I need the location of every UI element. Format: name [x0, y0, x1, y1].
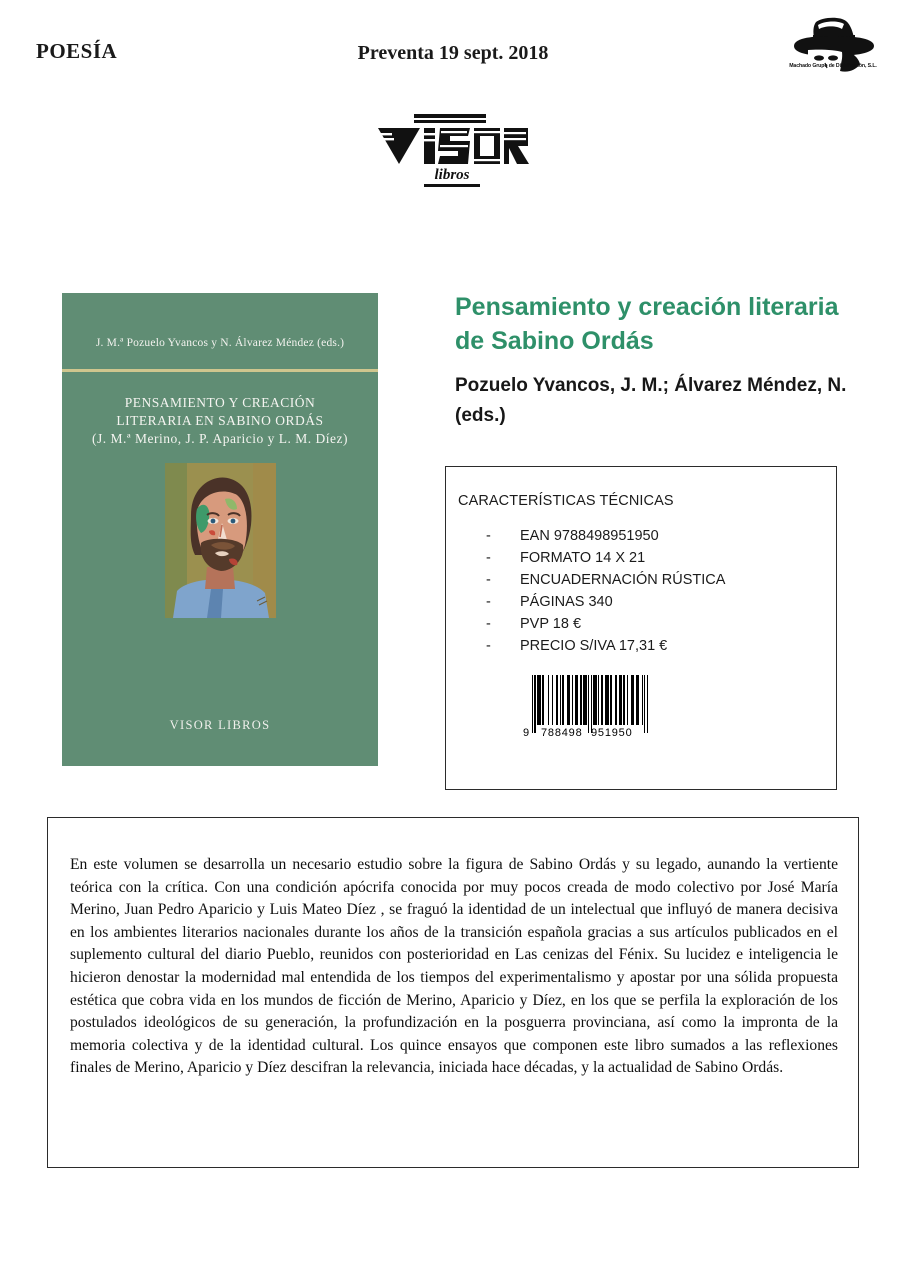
cover-title-line-1: PENSAMIENTO Y CREACIÓN: [124, 395, 316, 410]
cover-editors-line: J. M.ª Pozuelo Yvancos y N. Álvarez Méndez (eds.): [95, 337, 345, 349]
list-item: [486, 569, 725, 591]
list-item: [486, 613, 725, 635]
book-cover-image: [62, 293, 378, 766]
bullet-dash: -: [486, 594, 491, 610]
ean-barcode: [523, 675, 648, 753]
cover-imprint-label: VISOR LIBROS: [169, 718, 271, 732]
spec-value: PRECIO S/IVA 17,31 €: [520, 638, 668, 654]
specs-list: [486, 525, 725, 657]
cover-portrait-artwork: [165, 463, 276, 618]
visor-libros-logo: [372, 112, 532, 190]
spec-value: PÁGINAS 340: [520, 594, 613, 610]
description-panel: [47, 817, 859, 1168]
description-text: En este volumen se desarrolla un necesario estudio sobre la figura de Sabino Ordás y su legado, aunando la vertiente teórica con la crítica. Con una condición apócrifa conocida por muy pocos creada de modo colectivo por José María Merino, Juan Pedro Aparicio y Luis Mateo Díez , se fraguó la identidad de un intelectual que influyó de manera decisiva en los ambientes literarios nacionales durante los años de la transición española gracias a sus artículos publicados en el suplemento cultural del diario Pueblo, reunidos con posterioridad en Las cenizas del Fénix. Su lucidez e inteligencia le hicieron denostar la modernidad mal entendida de los tiempos del experimentalismo y apostar por una sólida propuesta estética que cobra vida en los mundos de ficción de Merino, Aparicio y Díez, en los que se perfila la exploración de los postulados ideológicos de su generación, la profundización en la posguerra provinciana, así como la impronta de la memoria colectiva y de la identidad cultural. Los quince ensayos que componen este libro sumados a las reflexiones finales de Merino, Aparicio y Díez descifran la relevancia, iniciada hace décadas, y la actualidad de Sabino Ordás.: [70, 856, 838, 1077]
spec-value: PVP 18 €: [520, 616, 582, 632]
svg-text:libros: libros: [434, 167, 470, 183]
barcode-digit-group-1: 9: [523, 727, 530, 739]
cover-title-line-3: (J. M.ª Merino, J. P. Aparicio y L. M. Díez): [92, 431, 348, 446]
page-genre-label: POESÍA: [36, 39, 118, 63]
spec-value: EAN 9788498951950: [520, 528, 659, 544]
spec-value: FORMATO 14 X 21: [520, 550, 646, 566]
fedora-hat-face-icon: [778, 16, 888, 92]
bullet-dash: -: [486, 638, 491, 654]
bullet-dash: -: [486, 572, 491, 588]
bullet-dash: -: [486, 528, 491, 544]
technical-specs-panel: [445, 466, 837, 790]
list-item: [486, 591, 725, 613]
list-item: [486, 547, 725, 569]
barcode-digit-group-2: 788498: [541, 727, 583, 739]
list-item: [486, 525, 725, 547]
release-date-label: Preventa 19 sept. 2018: [357, 42, 549, 64]
bullet-dash: -: [486, 550, 491, 566]
cover-title-line-2: LITERARIA EN SABINO ORDÁS: [116, 413, 324, 428]
distributor-name: Machado Grupo de Distribución, S.L.: [789, 63, 877, 69]
book-author: Pozuelo Yvancos, J. M.; Álvarez Méndez, N. (eds.): [455, 375, 847, 426]
spec-value: ENCUADERNACIÓN RÚSTICA: [520, 572, 726, 588]
list-item: [486, 635, 725, 657]
bullet-dash: -: [486, 616, 491, 632]
book-title: Pensamiento y creación literaria de Sabino Ordás: [455, 293, 839, 355]
cover-divider-rule: [62, 369, 378, 372]
cover-title-block: [62, 394, 378, 448]
barcode-digit-group-3: 951950: [591, 727, 633, 739]
specs-heading: CARACTERÍSTICAS TÉCNICAS: [458, 493, 674, 509]
barcode-bars: [532, 675, 648, 733]
